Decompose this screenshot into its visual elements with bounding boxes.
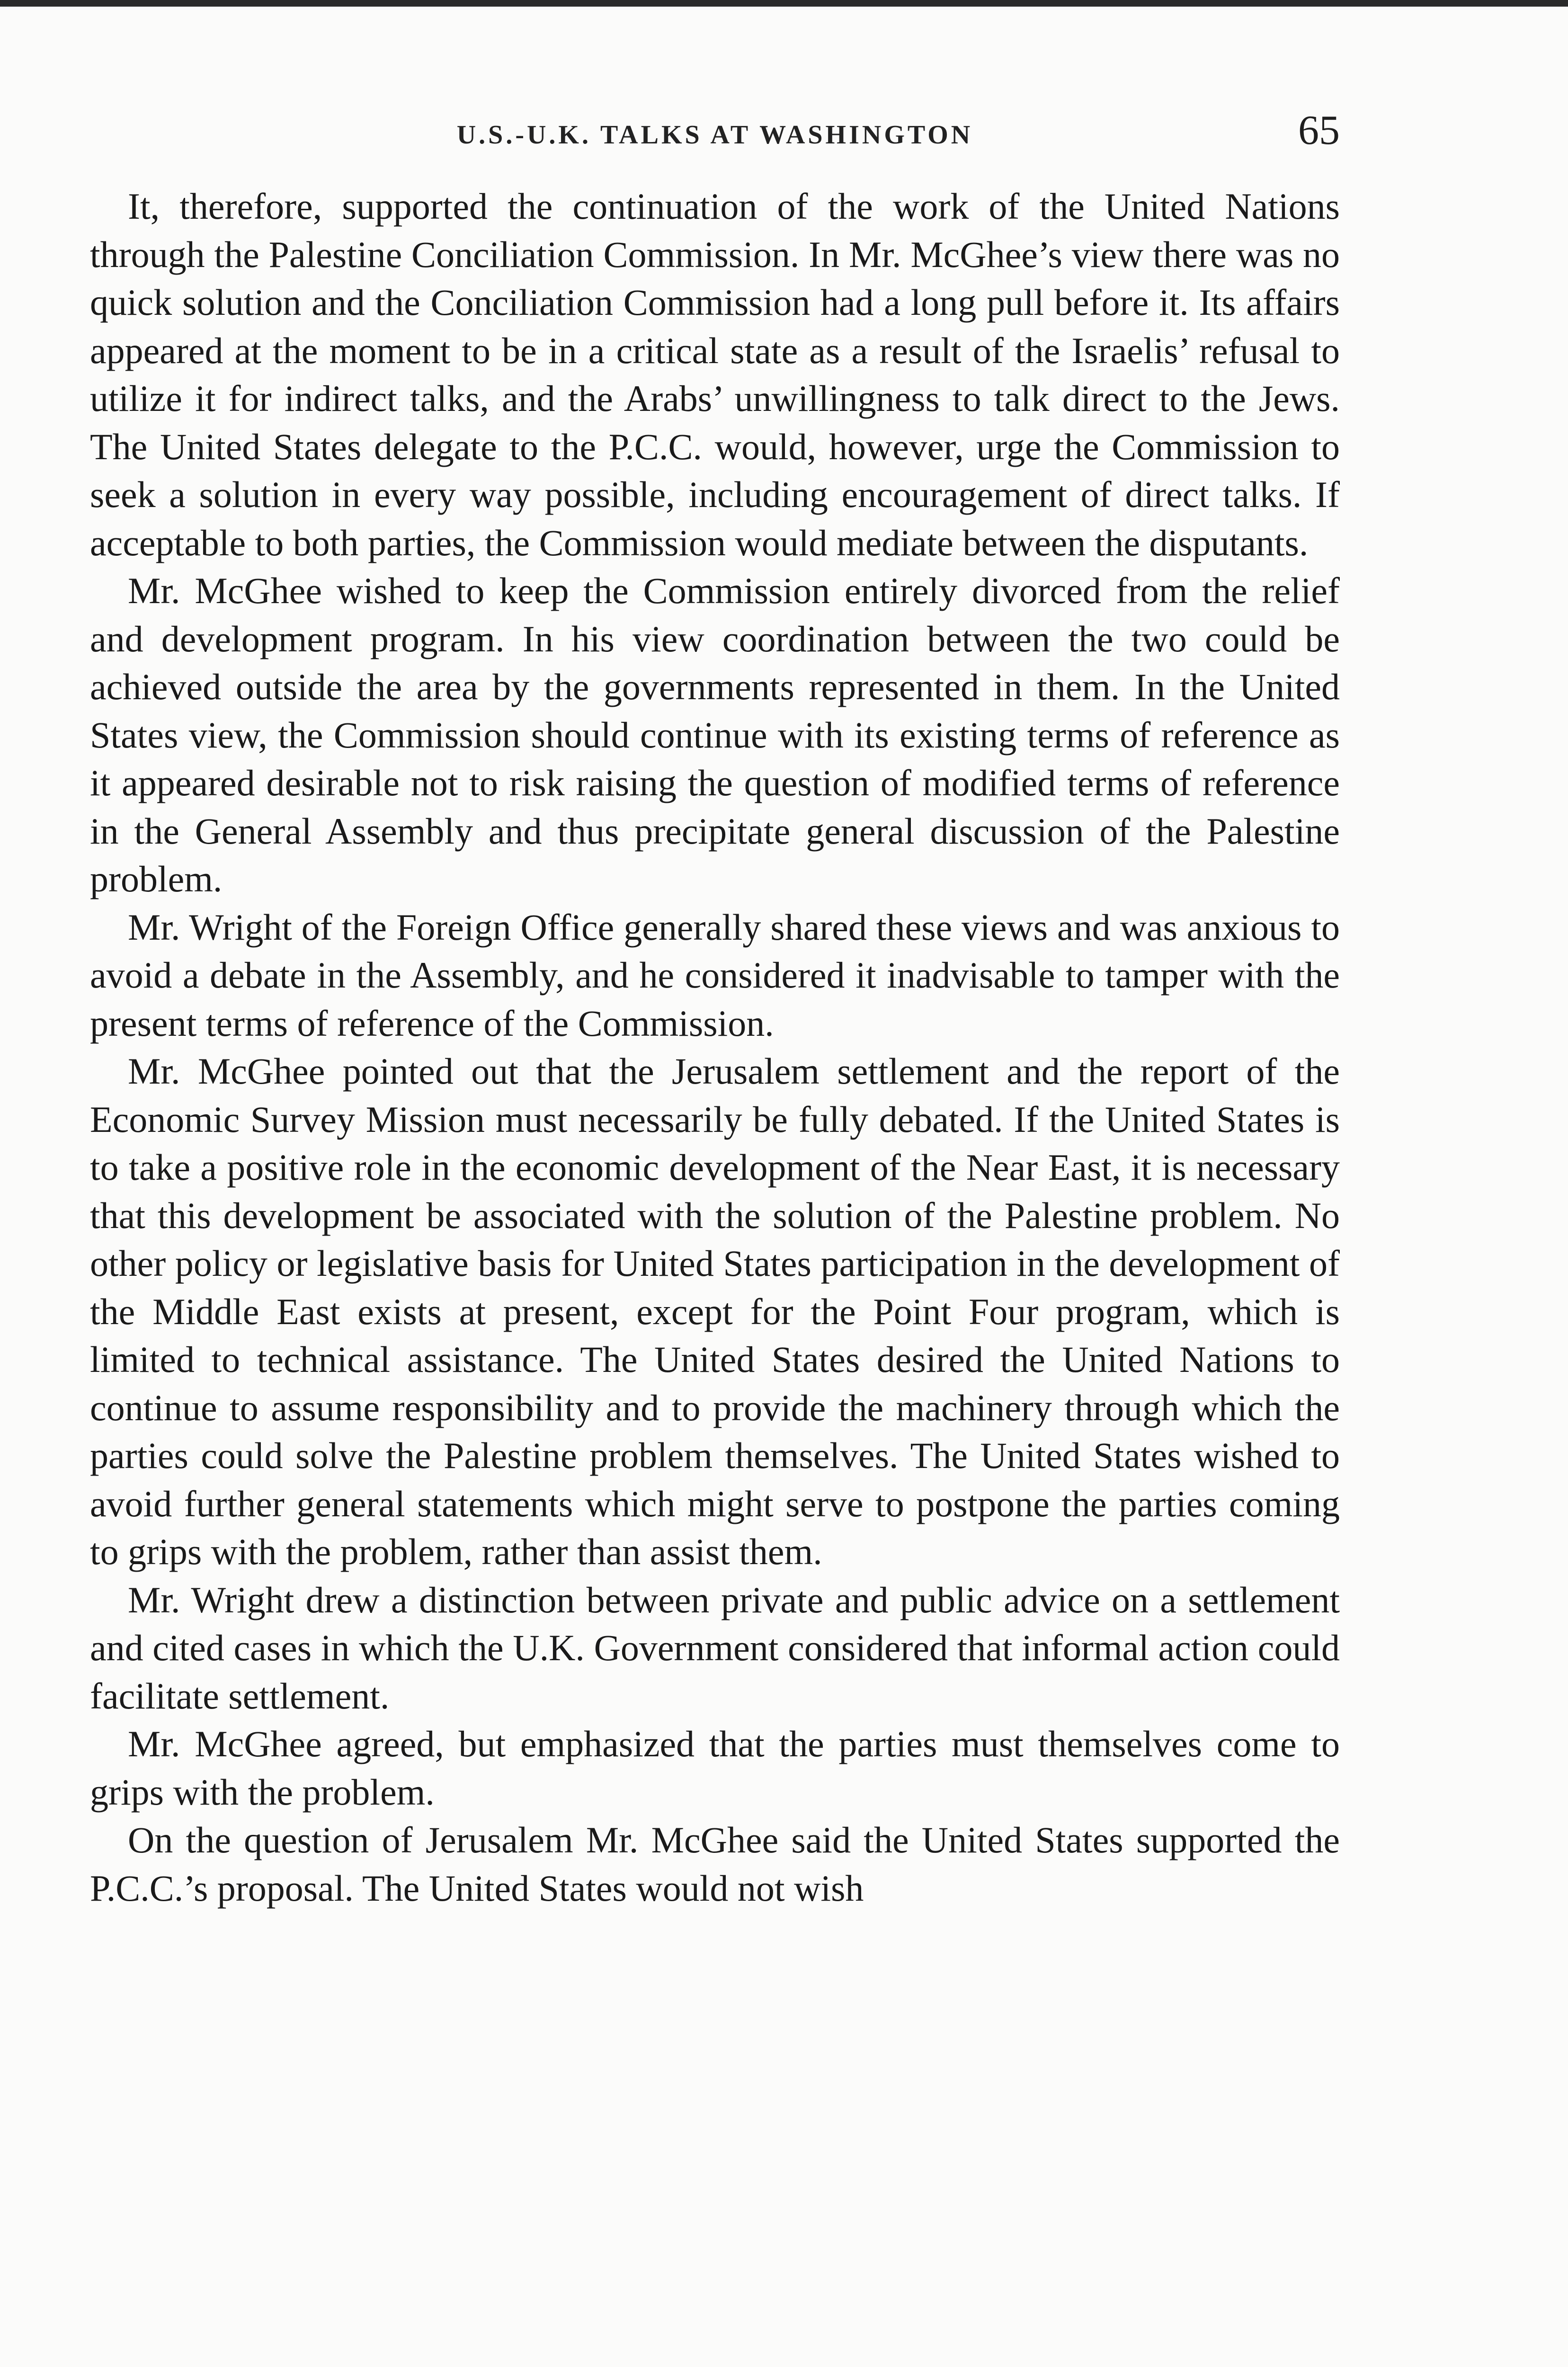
paragraph: Mr. McGhee agreed, but emphasized that the parties must themselves come to grips with the problem. <box>90 1723 1340 1813</box>
running-head-title: U.S.-U.K. TALKS AT WASHINGTON <box>456 120 973 150</box>
paragraph: On the question of Jerusalem Mr. McGhee said the United States supported the P.C.C.’s proposal. The United States would not wish <box>90 1819 1340 1909</box>
paragraph: Mr. McGhee pointed out that the Jerusalem settlement and the report of the Economic Survey Mission must necessarily be fully debated. If the United States is to take a positive role in the economic development of the Near East, it is necessary that this development be associated with the solution of the Palestine problem. No other policy or legislative basis for United States participation in the development of the Middle East exists at present, except for the Point Four program, which is limited to technical assistance. The United States desired the United Nations to continue to assume responsibility and to provide the machinery through which the parties could solve the Palestine problem themselves. The United States wished to avoid further general statements which might serve to postpone the parties coming to grips with the problem, rather than assist them. <box>90 1050 1340 1572</box>
page-number: 65 <box>1298 107 1340 153</box>
paragraph: Mr. Wright of the Foreign Office generally shared these views and was anxious to avoid a debate in the Assembly, and he considered it inadvisable to tamper with the present terms of reference of the Commission. <box>90 906 1340 1044</box>
paragraph: Mr. McGhee wished to keep the Commission entirely divorced from the relief and development program. In his view coordination between the two could be achieved outside the area by the governments represented in them. In the United States view, the Commission should continue with its existing terms of reference as it appeared desirable not to risk raising the question of modified terms of reference in the General Assembly and thus precipitate general discussion of the Palestine problem. <box>90 570 1340 899</box>
top-border-rule <box>0 0 1568 7</box>
body-text <box>90 182 1340 1912</box>
paragraph: It, therefore, supported the continuation of the work of the United Nations through the Palestine Conciliation Commission. In Mr. McGhee’s view there was no quick solution and the Conciliation Commission had a long pull before it. Its affairs appeared at the moment to be in a critical state as a result of the Israelis’ refusal to utilize it for indirect talks, and the Arabs’ unwillingness to talk direct to the Jews. The United States delegate to the P.C.C. would, however, urge the Commission to seek a solution in every way possible, including encouragement of direct talks. If acceptable to both parties, the Commission would mediate between the disputants. <box>90 186 1340 563</box>
running-header <box>90 107 1340 153</box>
paragraph: Mr. Wright drew a distinction between private and public advice on a settlement and cited cases in which the U.K. Government considered that informal action could facilitate settlement. <box>90 1579 1340 1717</box>
